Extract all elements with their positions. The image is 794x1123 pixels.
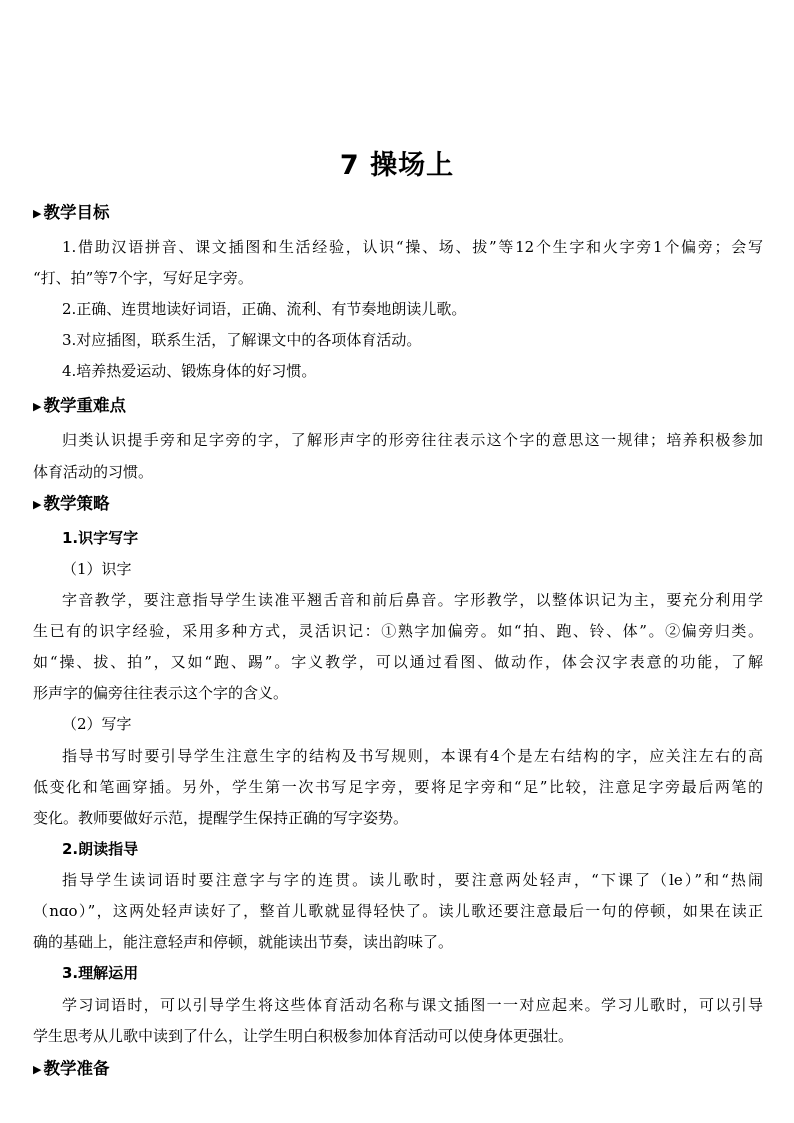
strategy-line: 生已有的识字经验，采用多种方式，灵活识记：①熟字加偏旁。如“拍、跑、铃、体”。②偏旁归类。 [33,622,763,640]
strategy-line: 变化。教师要做好示范，提醒学生保持正确的写字姿势。 [33,809,409,827]
section-heading-strategy: ▶ 教学策略 [33,494,110,513]
subheading-literacy: 1.识字写字 [62,529,139,547]
strategy-line: 指导学生读词语时要注意字与字的连贯。读儿歌时，要注意两处轻声，“下课了（le）”和“热闹 [62,871,763,889]
strategy-line: （nɑo）”，这两处轻声读好了，整首儿歌就显得轻快了。读儿歌还要注意最后一句的停顿，如果在读正 [33,902,763,920]
triangle-bullet-icon: ▶ [33,400,42,413]
subheading-recognition: （1）识字 [62,560,132,578]
lesson-title: 7 操场上 [339,150,455,181]
strategy-line: 确的基础上，能注意轻声和停顿，就能读出节奏，读出韵味了。 [33,933,454,951]
strategy-line: 字音教学，要注意指导学生读准平翘舌音和前后鼻音。字形教学，以整体识记为主，要充分利用学 [62,591,763,609]
subheading-writing: （2）写字 [62,715,132,733]
section-heading-prep: ▶ 教学准备 [33,1059,110,1078]
strategy-line: 形声字的偏旁往往表示这个字的含义。 [33,684,289,702]
subheading-application: 3.理解运用 [62,964,139,982]
goal-line: 3.对应插图，联系生活，了解课文中的各项体育活动。 [62,331,422,349]
keypoints-line: 归类认识提手旁和足字旁的字，了解形声字的形旁往往表示这个字的意思这一规律；培养积极参加 [62,431,763,449]
triangle-bullet-icon: ▶ [33,1063,42,1076]
section-heading-goals: ▶ 教学目标 [33,203,110,222]
strategy-line: 学习词语时，可以引导学生将这些体育活动名称与课文插图一一对应起来。学习儿歌时，可以引导 [62,996,763,1014]
strategy-line: 学生思考从儿歌中读到了什么，让学生明白积极参加体育活动可以使身体更强壮。 [33,1027,574,1045]
subheading-reading: 2.朗读指导 [62,840,139,858]
strategy-line: 低变化和笔画穿插。另外，学生第一次书写足字旁，要将足字旁和“足”比较，注意足字旁最后两笔的 [33,778,763,796]
goal-line: 4.培养热爱运动、锻炼身体的好习惯。 [62,362,317,380]
keypoints-line: 体育活动的习惯。 [33,463,154,481]
goal-line: 1.借助汉语拼音、课文插图和生活经验，认识“操、场、拔”等12个生字和火字旁1个偏旁；会写 [62,238,763,256]
strategy-line: 如“操、拔、拍”，又如“跑、踢”。字义教学，可以通过看图、做动作，体会汉字表意的功能，了解 [33,653,763,671]
triangle-bullet-icon: ▶ [33,207,42,220]
goal-line: 2.正确、连贯地读好词语，正确、流利、有节奏地朗读儿歌。 [62,300,467,318]
section-heading-keypoints: ▶ 教学重难点 [33,396,126,415]
strategy-line: 指导书写时要引导学生注意生字的结构及书写规则，本课有4个是左右结构的字，应关注左右的高 [62,747,763,765]
triangle-bullet-icon: ▶ [33,498,42,511]
goal-line: “打、拍”等7个字，写好足字旁。 [33,269,253,287]
